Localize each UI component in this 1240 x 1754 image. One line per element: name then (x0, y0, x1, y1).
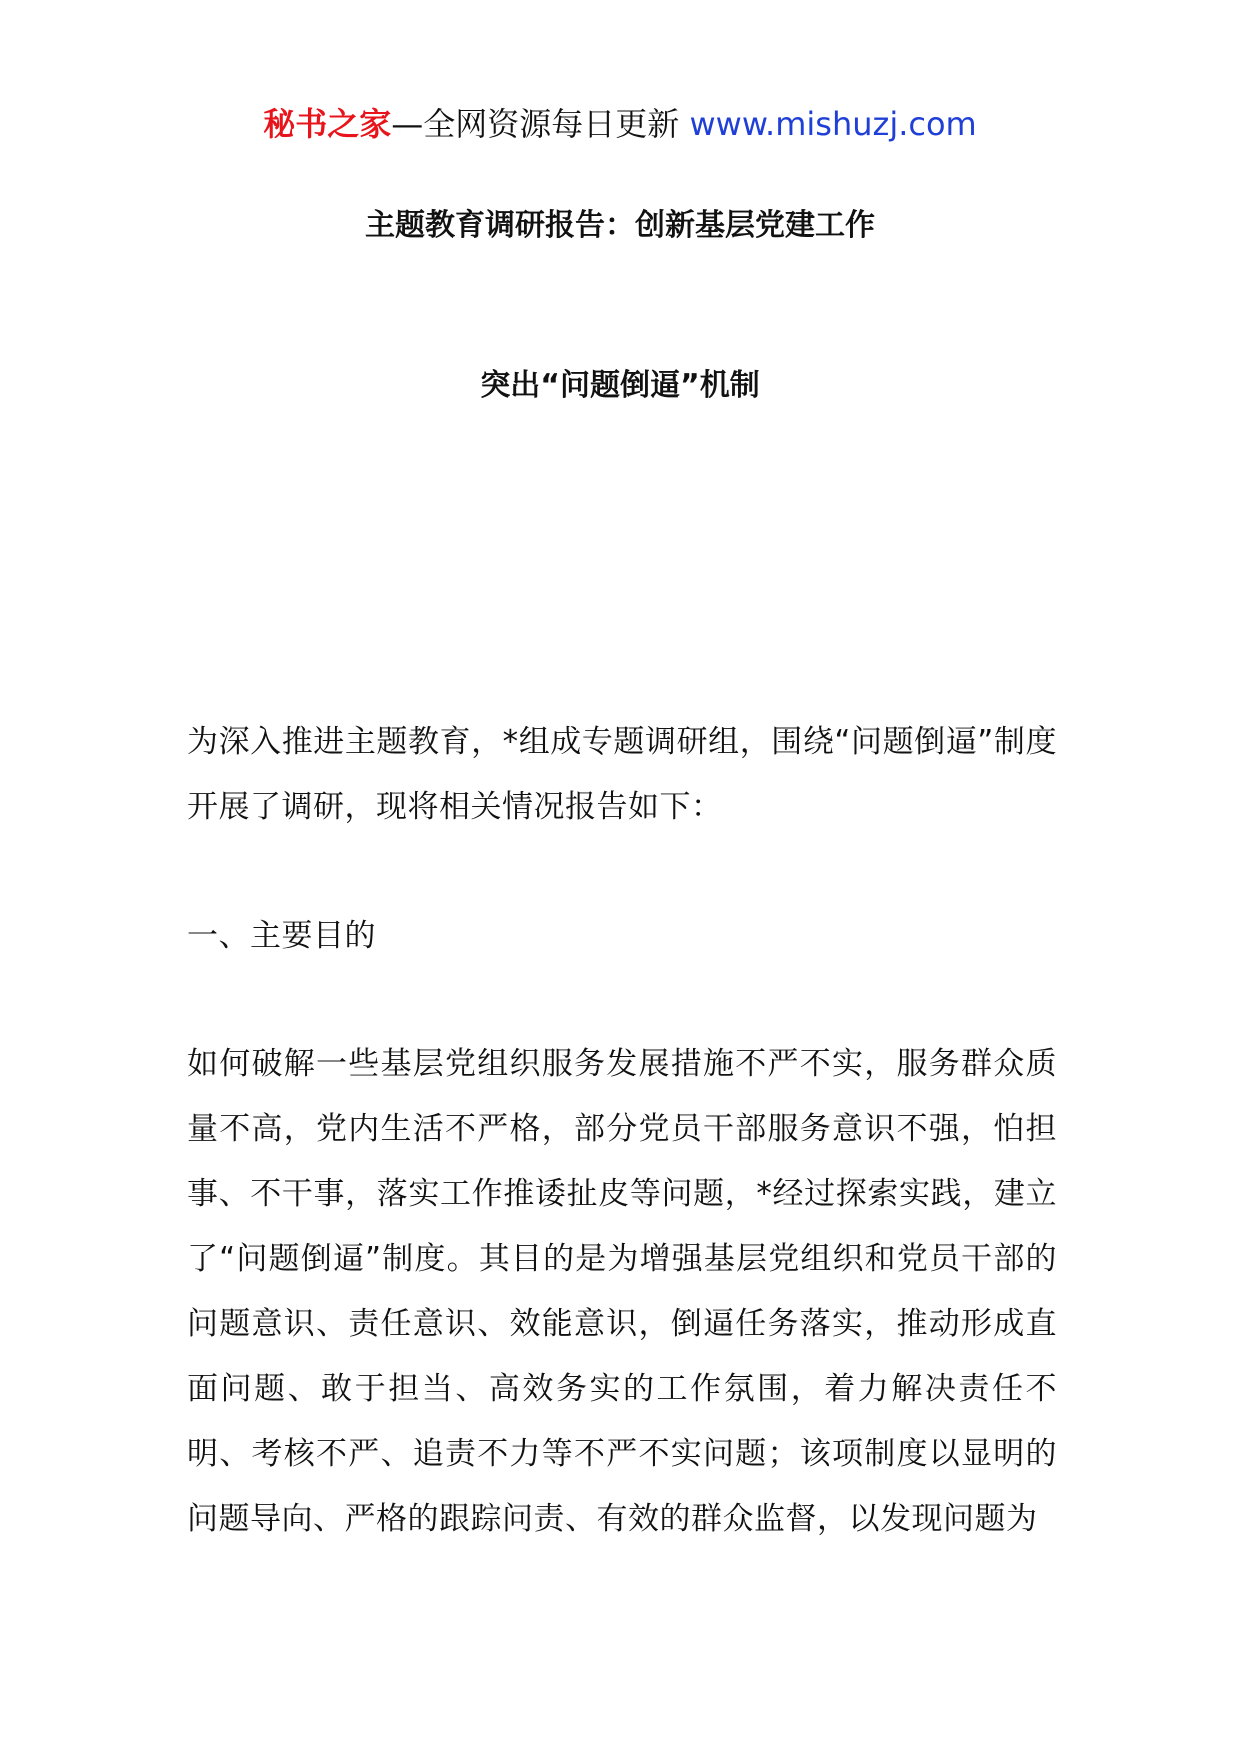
section-heading: 一、主要目的 (187, 918, 376, 954)
document-title: 主题教育调研报告：创新基层党建工作 (365, 208, 875, 243)
intro-paragraph: 为深入推进主题教育，*组成专题调研组，围绕“问题倒逼”制度开展了调研，现将相关情况报告如下： (187, 724, 1057, 825)
header-tagline: —全网资源每日更新 (391, 105, 690, 143)
brand-name: 秘书之家 (263, 105, 392, 143)
section-paragraph: 如何破解一些基层党组织服务发展措施不严不实，服务群众质量不高，党内生活不严格，部分党员干部服务意识不强，怕担事、不干事，落实工作推诿扯皮等问题，*经过探索实践，建立了“问题倒逼”制度。其目的是为增强基层党组织和党员干部的问题意识、责任意识、效能意识，倒逼任务落实，推动形成直面问题、敢于担当、高效务实的工作氛围，着力解决责任不明、考核不严、追责不力等不严不实问题；该项制度以显明的问题导向、严格的跟踪问责、有效的群众监督，以发现问题为 (187, 1046, 1057, 1537)
site-url-link[interactable]: www.mishuzj.com (689, 105, 977, 143)
site-header (0, 102, 1240, 146)
document-subtitle: 突出“问题倒逼”机制 (480, 368, 760, 403)
